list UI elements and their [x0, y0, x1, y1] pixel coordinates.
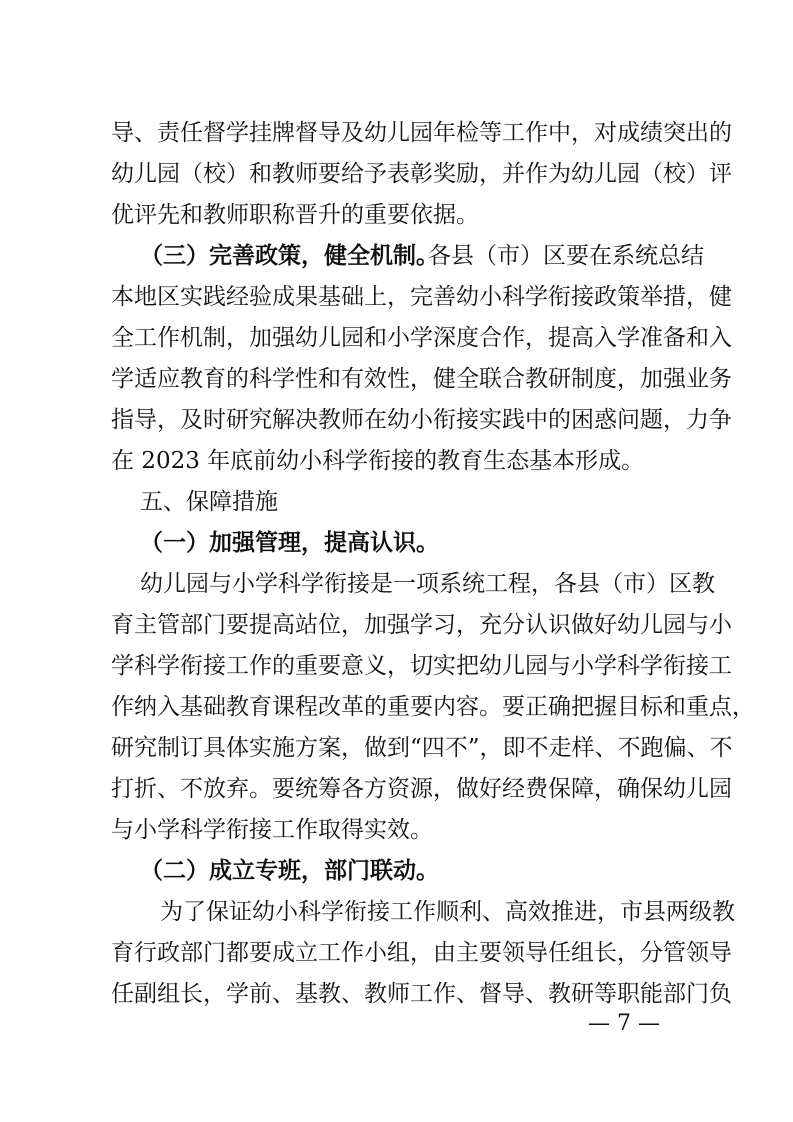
body-line: [0, 603, 793, 647]
line-text: 全工作机制，加强幼儿园和小学深度合作，提高入学准备和入: [111, 325, 732, 351]
section-title: [0, 480, 793, 524]
line-text: 任副组长，学前、基教、教师工作、督导、教研等职能部门负: [111, 981, 732, 1007]
line-text: 导、责任督学挂牌督导及幼儿园年检等工作中，对成绩突出的: [111, 120, 732, 146]
body-line: [0, 275, 793, 319]
body-line: [0, 767, 793, 811]
line-text: 打折、不放弃。要统筹各方资源，做好经费保障，确保幼儿园: [111, 776, 732, 802]
line-text: 学科学衔接工作的重要意义，切实把幼儿园与小学科学衔接工: [111, 653, 732, 679]
section-heading-1: （一）加强管理，提高认识。: [140, 529, 439, 556]
body-line: [0, 357, 793, 401]
line-text: 学适应教育的科学性和有效性，健全联合教研制度，加强业务: [111, 366, 732, 392]
section-title-text: 五、保障措施: [140, 489, 278, 515]
line-text: 为了保证幼小科学衔接工作顺利、高效推进，市县两级教: [160, 899, 735, 925]
line-text: 与小学科学衔接工作取得实效。: [111, 817, 433, 843]
section-heading-3: （三）完善政策，健全机制。: [140, 242, 439, 269]
body-line: [0, 972, 793, 1016]
line-text: 幼儿园与小学科学衔接是一项系统工程，各县（市）区教: [140, 571, 715, 597]
body-line: [0, 439, 793, 483]
body-line: [0, 685, 793, 729]
line-text: 各县（市）区要在系统总结: [428, 243, 704, 269]
section-heading-2: （二）成立专班，部门联动。: [140, 857, 439, 884]
page-number: — 7 —: [588, 1011, 660, 1036]
line-text: 幼儿园（校）和教师要给予表彰奖励，并作为幼儿园（校）评: [111, 161, 732, 187]
line-text: 研究制订具体实施方案，做到“四不”，即不走样、不跑偏、不: [111, 735, 733, 761]
body-line: [0, 234, 793, 278]
line-text: 本地区实践经验成果基础上，完善幼小科学衔接政策举措，健: [111, 284, 732, 310]
body-line: [0, 152, 793, 196]
body-line: [0, 562, 793, 606]
body-line: [0, 890, 793, 934]
body-line: [0, 726, 793, 770]
line-text: 指导，及时研究解决教师在幼小衔接实践中的困惑问题，力争: [111, 407, 732, 433]
line-text: 在 2023 年底前幼小科学衔接的教育生态基本形成。: [111, 448, 645, 474]
body-line: [0, 111, 793, 155]
body-line: [0, 193, 793, 237]
line-text: 育主管部门要提高站位，加强学习，充分认识做好幼儿园与小: [111, 612, 732, 638]
line-text: 作纳入基础教育课程改革的重要内容。要正确把握目标和重点，: [111, 694, 755, 720]
body-line: [0, 931, 793, 975]
body-line: [0, 316, 793, 360]
line-text: 优评先和教师职称晋升的重要依据。: [111, 202, 479, 228]
line-text: 育行政部门都要成立工作小组，由主要领导任组长，分管领导: [111, 940, 732, 966]
body-line: [0, 398, 793, 442]
body-line: [0, 644, 793, 688]
body-line: [0, 808, 793, 852]
body-line: [0, 521, 793, 565]
body-line: [0, 849, 793, 893]
